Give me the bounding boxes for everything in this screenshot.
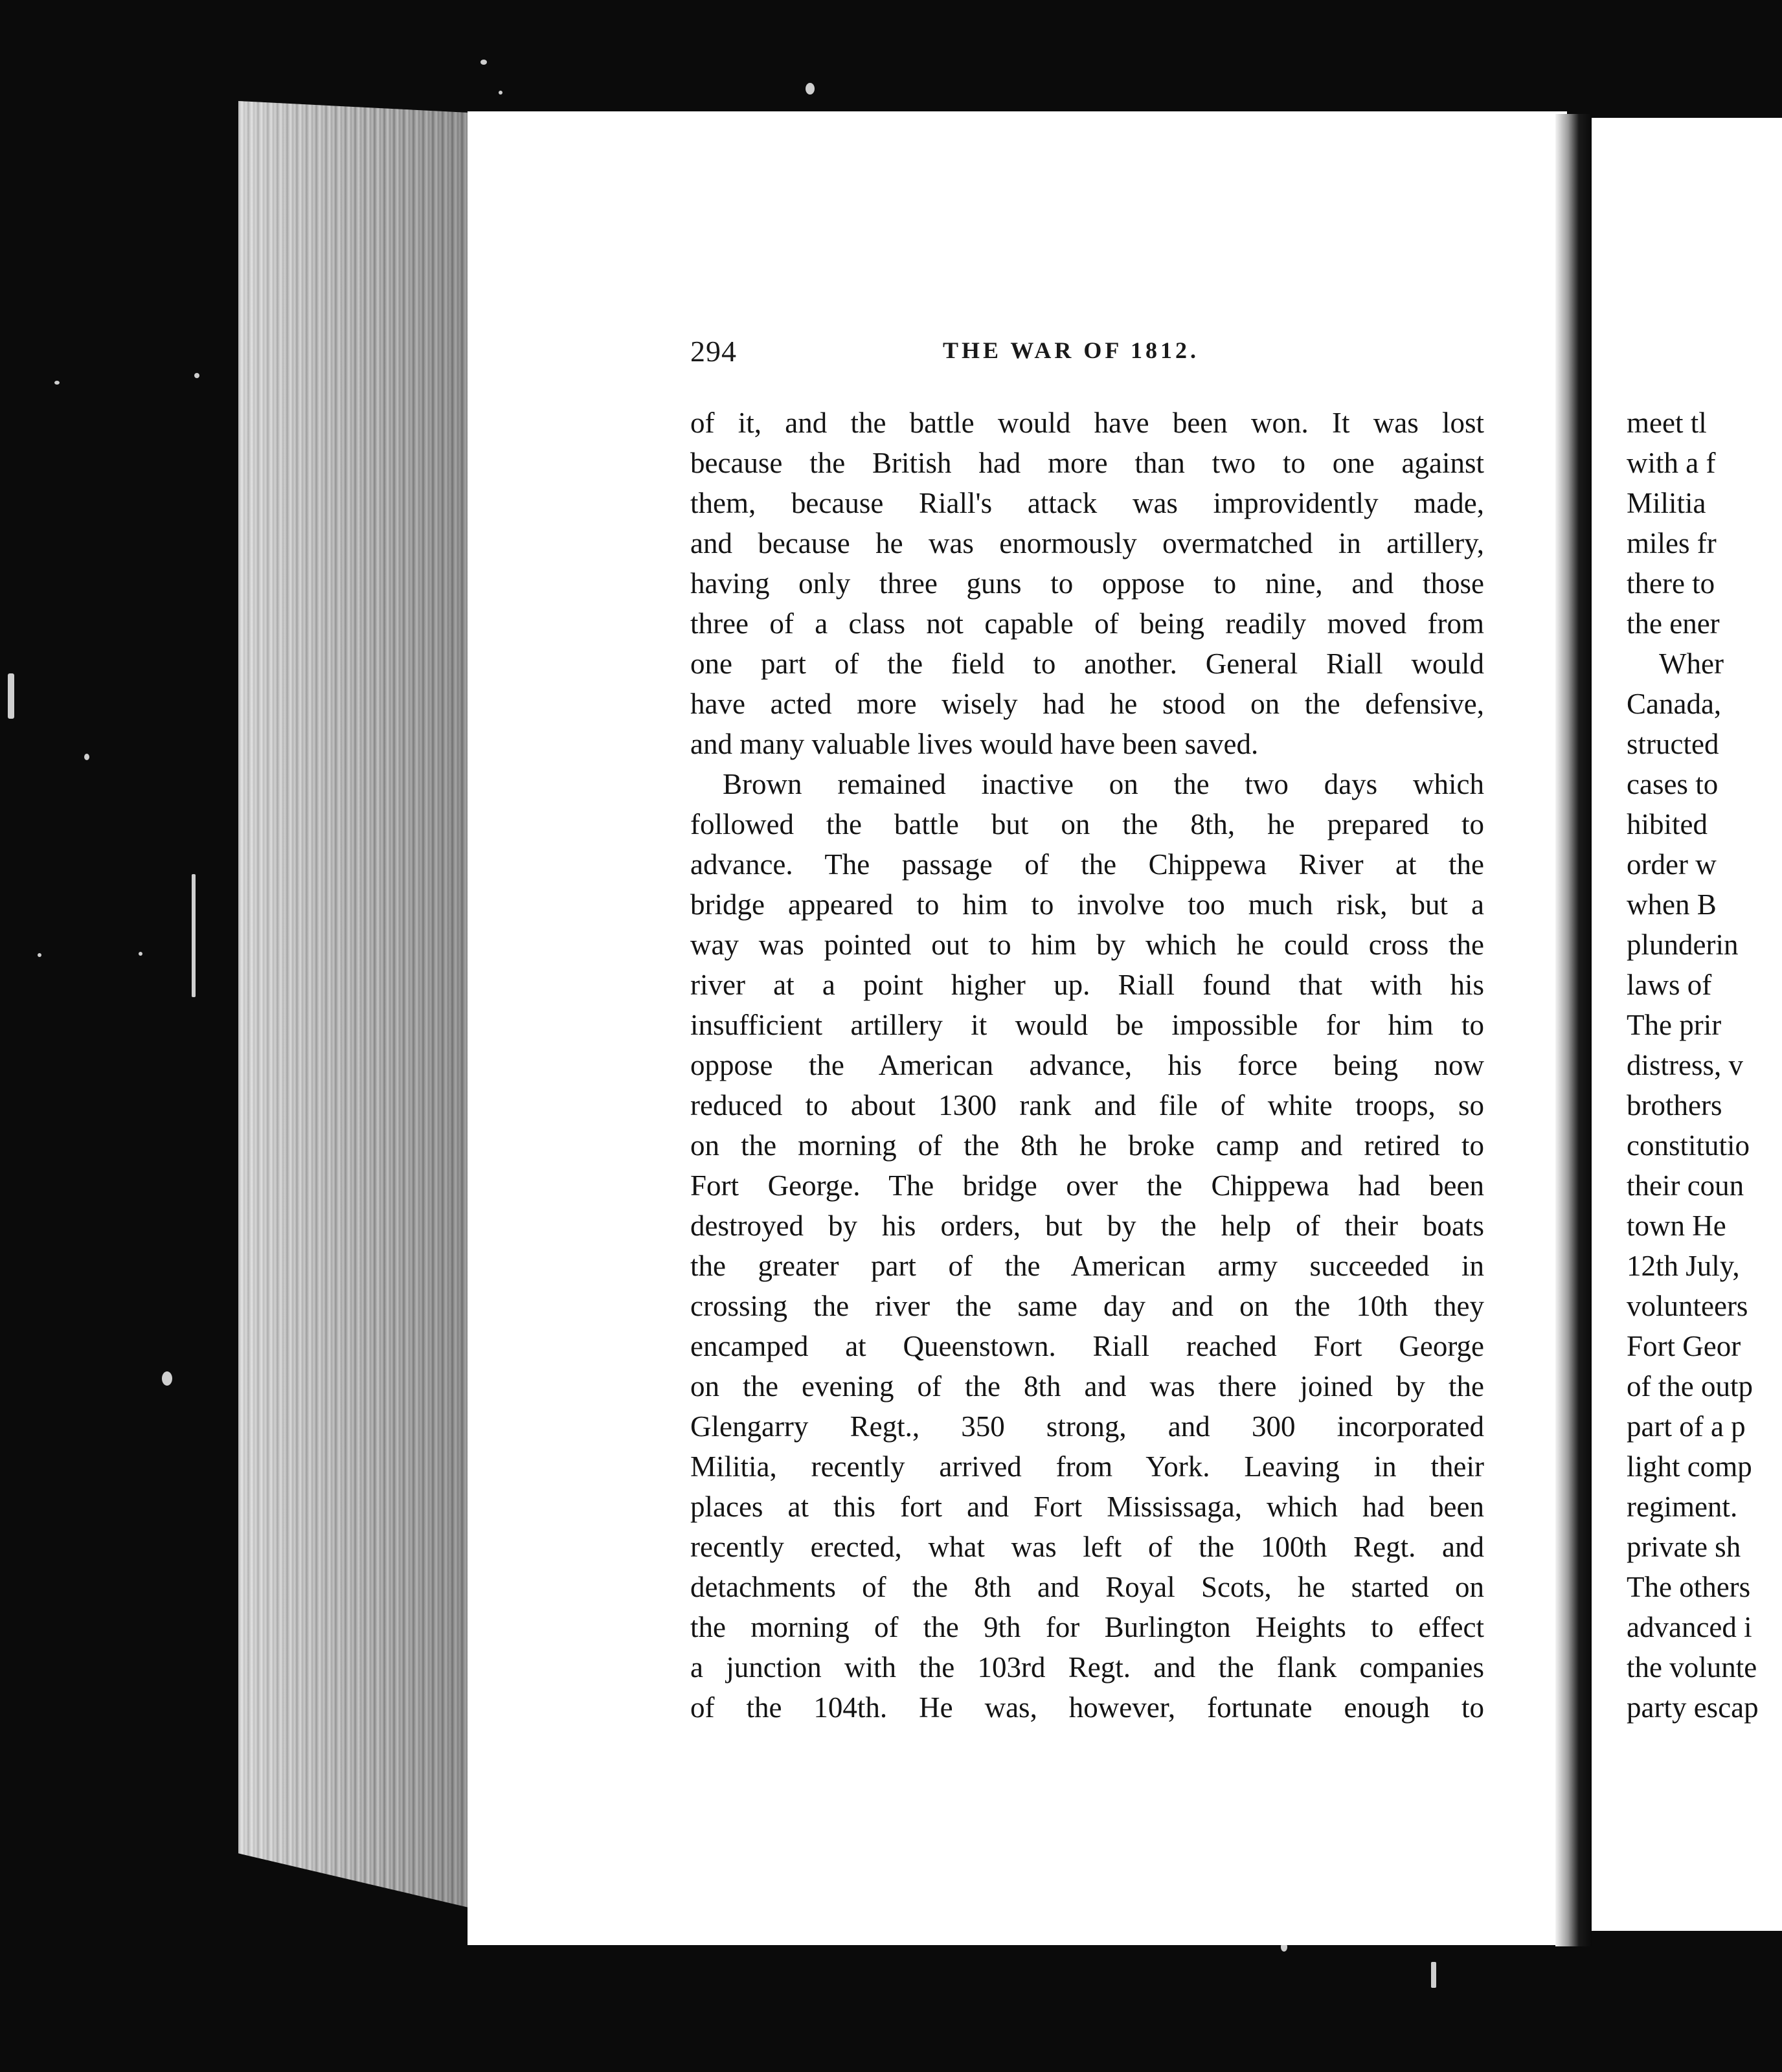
dust-speck [480,60,487,65]
text-line: three of a class not capable of being readily moved from [690,607,1484,640]
page-edge-shading [238,101,469,1908]
text-line: party escap [1627,1691,1759,1724]
text-line: advanced i [1627,1611,1752,1643]
dust-speck [499,91,502,95]
dust-speck [1431,1962,1436,1988]
text-line: the ener [1627,607,1720,640]
text-line: miles fr [1627,527,1717,559]
text-line: of the outp [1627,1370,1753,1402]
text-line: Fort George. The bridge over the Chippewa had been [690,1169,1484,1202]
text-line: river at a point higher up. Riall found that with his [690,969,1484,1001]
text-line: cases to [1627,768,1719,800]
text-line: way was pointed out to him by which he could cross the [690,929,1484,961]
page-number: 294 [690,335,737,368]
text-line: brothers [1627,1089,1722,1121]
text-line: one part of the field to another. General Riall would [690,648,1484,680]
text-line: structed [1627,728,1719,760]
text-line: and many valuable lives would have been saved. [690,728,1259,760]
text-line: crossing the river the same day and on the 10th they [690,1290,1484,1322]
text-line: laws of [1627,969,1712,1001]
text-line: oppose the American advance, his force being now [690,1049,1484,1081]
text-line: Wher [1659,648,1724,680]
text-line: when B [1627,888,1717,921]
text-line: having only three guns to oppose to nine, and those [690,567,1484,600]
text-line: reduced to about 1300 rank and file of white troops, so [690,1089,1484,1121]
left-page-body [690,403,1484,1728]
text-line: 12th July, [1627,1250,1740,1282]
text-line: there to [1627,567,1715,600]
book-gutter [1555,114,1592,1946]
text-line: part of a p [1627,1410,1746,1443]
text-line: regiment. [1627,1491,1738,1523]
text-line: The others [1627,1571,1751,1603]
text-line: the morning of the 9th for Burlington Heights to effect [690,1611,1484,1643]
text-line: Glengarry Regt., 350 strong, and 300 incorporated [690,1410,1484,1443]
text-line: Brown remained inactive on the two days which [723,768,1484,800]
dust-speck [139,952,142,956]
dust-speck [38,953,41,957]
text-line: volunteers [1627,1290,1748,1322]
text-line: hibited [1627,808,1708,840]
text-line: them, because Riall's attack was improvidently made, [690,487,1484,519]
text-line: light comp [1627,1450,1752,1483]
text-line: on the morning of the 8th he broke camp and retired to [690,1129,1484,1162]
dust-speck [806,83,815,95]
running-head: THE WAR OF 1812. [943,337,1200,363]
text-line: and because he was enormously overmatched in artillery, [690,527,1484,559]
text-line: order w [1627,848,1717,881]
text-line: of it, and the battle would have been won. It was lost [690,407,1484,439]
text-line: The prir [1627,1009,1722,1041]
dust-speck [162,1371,172,1386]
text-line: private sh [1627,1531,1741,1563]
text-line: of the 104th. He was, however, fortunate enough to [690,1691,1484,1724]
text-line: recently erected, what was left of the 100th Regt. and [690,1531,1484,1563]
text-line: plunderin [1627,929,1739,961]
text-line: bridge appeared to him to involve too much risk, but a [690,888,1484,921]
text-line: because the British had more than two to one against [690,447,1484,479]
text-line: detachments of the 8th and Royal Scots, he started on [690,1571,1484,1603]
text-line: advance. The passage of the Chippewa River at the [690,848,1484,881]
text-line: encamped at Queenstown. Riall reached Fort George [690,1330,1484,1362]
text-line: distress, v [1627,1049,1743,1081]
text-line: followed the battle but on the 8th, he prepared to [690,808,1484,840]
text-line: insufficient artillery it would be impossible for him to [690,1009,1484,1041]
text-line: Militia [1627,487,1706,519]
text-line: their coun [1627,1169,1744,1202]
dust-speck [84,754,89,760]
text-line: places at this fort and Fort Mississaga, which had been [690,1491,1484,1523]
text-line: on the evening of the 8th and was there joined by the [690,1370,1484,1402]
text-line: with a f [1627,447,1716,479]
text-line: Canada, [1627,688,1722,720]
dust-speck [192,874,196,997]
dust-speck [8,673,14,719]
dust-speck [194,373,199,378]
text-line: Fort Geor [1627,1330,1741,1362]
text-line: destroyed by his orders, but by the help of their boats [690,1210,1484,1242]
text-line: town He [1627,1210,1726,1242]
text-line: the greater part of the American army succeeded in [690,1250,1484,1282]
text-line: constitutio [1627,1129,1750,1162]
text-line: Militia, recently arrived from York. Leaving in their [690,1450,1484,1483]
text-line: meet tl [1627,407,1707,439]
right-page-body [1627,403,1782,1728]
text-line: the volunte [1627,1651,1757,1684]
dust-speck [54,381,60,385]
page-header [690,334,1480,373]
text-line: have acted more wisely had he stood on the defensive, [690,688,1484,720]
text-line: a junction with the 103rd Regt. and the flank companies [690,1651,1484,1684]
